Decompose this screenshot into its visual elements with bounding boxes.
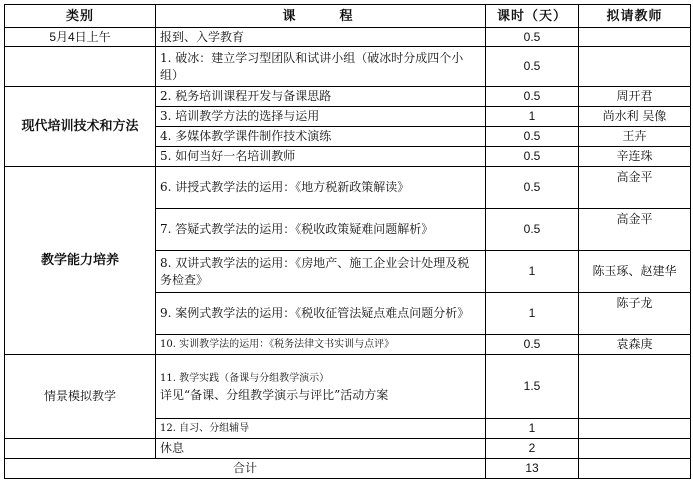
course-line: 详见“备课、分组教学演示与评比”活动方案 xyxy=(160,387,389,402)
teacher-cell xyxy=(579,419,691,439)
course-line: 11. 教学实践（备课与分组教学演示） xyxy=(160,372,330,384)
course-cell: 3. 培训教学方法的选择与运用 xyxy=(156,107,486,127)
header-hours: 课时（天） xyxy=(486,5,579,28)
header-row xyxy=(5,5,691,28)
course-cell: 6. 讲授式教学法的运用：《地方税新政策解读》 xyxy=(156,167,486,209)
header-teacher: 拟请教师 xyxy=(579,5,691,28)
teacher-cell: 袁森庚 xyxy=(579,335,691,355)
table-row xyxy=(5,439,691,459)
total-hours: 13 xyxy=(486,459,579,479)
hours-cell: 1 xyxy=(486,251,579,293)
table-row xyxy=(5,28,691,47)
hours-cell: 1.5 xyxy=(486,355,579,419)
course-cell: 休息 xyxy=(156,439,486,459)
header-category: 类别 xyxy=(5,5,156,28)
table-row xyxy=(5,167,691,209)
hours-cell: 0.5 xyxy=(486,87,579,107)
teacher-cell: 王卉 xyxy=(579,127,691,147)
course-cell: 8. 双讲式教学法的运用：《房地产、施工企业会计处理及税务检查》 xyxy=(156,251,486,293)
teacher-cell xyxy=(579,47,691,87)
hours-cell: 2 xyxy=(486,439,579,459)
category-cell: 情景模拟教学 xyxy=(5,355,156,439)
table-row xyxy=(5,87,691,107)
category-cell-empty xyxy=(5,439,156,459)
hours-cell: 0.5 xyxy=(486,335,579,355)
table-row xyxy=(5,47,691,87)
hours-cell: 0.5 xyxy=(486,147,579,167)
category-cell: 5月4日上午 xyxy=(5,28,156,47)
total-teacher-empty xyxy=(579,459,691,479)
hours-cell: 0.5 xyxy=(486,209,579,251)
hours-cell: 1 xyxy=(486,293,579,335)
category-cell-empty xyxy=(5,47,156,87)
teacher-cell xyxy=(579,355,691,419)
course-cell: 10. 实训教学法的运用：《税务法律文书实训与点评》 xyxy=(156,335,486,355)
teacher-cell: 高金平 xyxy=(579,167,691,209)
course-cell: 2. 税务培训课程开发与备课思路 xyxy=(156,87,486,107)
course-cell: 5. 如何当好一名培训教师 xyxy=(156,147,486,167)
teacher-cell: 尚水利 吴像 xyxy=(579,107,691,127)
course-cell: 4. 多媒体教学课件制作技术演练 xyxy=(156,127,486,147)
schedule-table xyxy=(4,4,691,479)
course-cell: 报到、入学教育 xyxy=(156,28,486,47)
teacher-cell: 周开君 xyxy=(579,87,691,107)
teacher-cell: 辛连珠 xyxy=(579,147,691,167)
teacher-cell: 高金平 xyxy=(579,209,691,251)
total-label: 合计 xyxy=(5,459,486,479)
total-row xyxy=(5,459,691,479)
category-cell: 教学能力培养 xyxy=(5,167,156,355)
category-cell: 现代培训技术和方法 xyxy=(5,87,156,167)
teacher-cell: 陈子龙 xyxy=(579,293,691,335)
teacher-cell xyxy=(579,439,691,459)
header-course: 课 程 xyxy=(156,5,486,28)
hours-cell: 0.5 xyxy=(486,167,579,209)
hours-cell: 1 xyxy=(486,107,579,127)
hours-cell: 1 xyxy=(486,419,579,439)
table-row xyxy=(5,355,691,419)
course-cell: 1. 破冰：建立学习型团队和试讲小组（破冰时分成四个小组） xyxy=(156,47,486,87)
hours-cell: 0.5 xyxy=(486,127,579,147)
course-cell: 7. 答疑式教学法的运用：《税收政策疑难问题解析》 xyxy=(156,209,486,251)
hours-cell: 0.5 xyxy=(486,28,579,47)
course-cell: 9. 案例式教学法的运用：《税收征管法疑点难点问题分析》 xyxy=(156,293,486,335)
hours-cell: 0.5 xyxy=(486,47,579,87)
teacher-cell: 陈玉琢、赵建华 xyxy=(579,251,691,293)
teacher-cell xyxy=(579,28,691,47)
course-cell xyxy=(156,355,486,419)
course-cell: 12. 自习、分组辅导 xyxy=(156,419,486,439)
